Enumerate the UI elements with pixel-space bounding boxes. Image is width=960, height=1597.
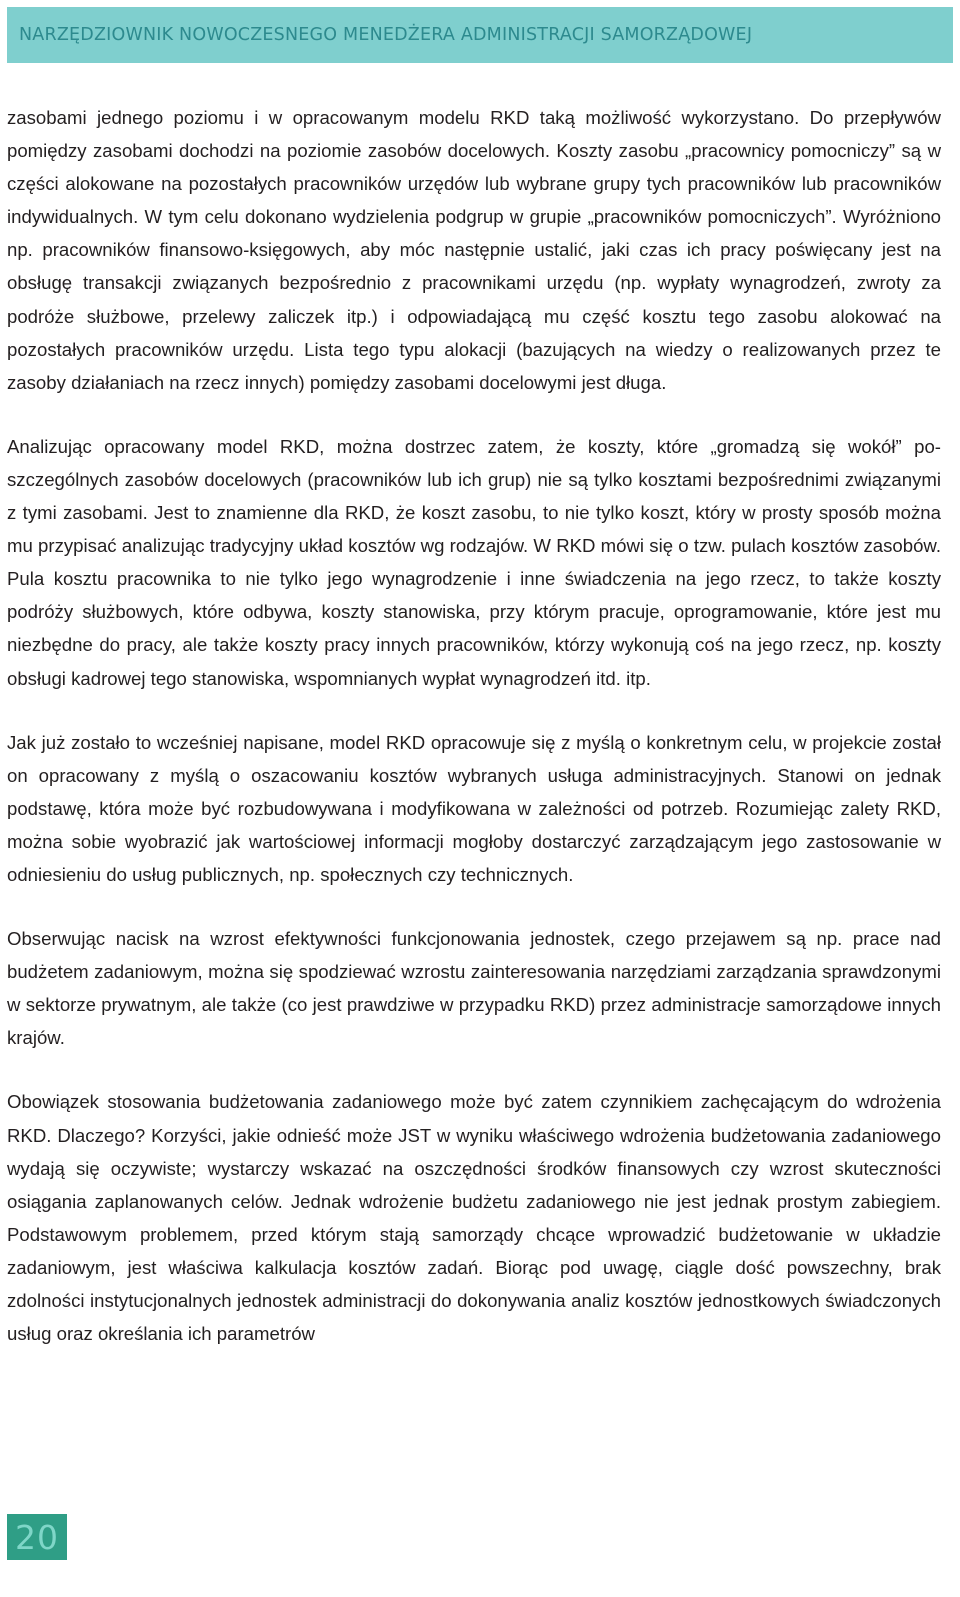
paragraph-2: Analizując opracowany model RKD, można dostrzec zatem, że koszty, które „gromadzą się wokół” poszczególnych zasobów docelowych (pracowników lub ich grup) nie są tylko kosztami bezpośrednimi związanymi z tymi zasobami. Jest to znamienne dla RKD, że koszt zasobu, to nie tylko koszt, który w prosty sposób można mu przypisać analizując tradycyjny układ kosztów wg rodzajów. W RKD mówi się o tzw. pulach kosztów zasobów. Pula kosztu pracownika to nie tylko jego wynagrodzenie i inne świadczenia na jego rzecz, to także koszty podróży służbowych, które odbywa, koszty stanowiska, przy którym pracuje, oprogramowanie, które jest mu niezbędne do pracy, ale także koszty pracy innych pracowników, którzy wykonują coś na jego rzecz, np. koszty obsługi kadrowej tego stanowiska, wspomnianych wypłat wynagrodzeń itd. itp. [7, 435, 941, 689]
page-number: 20 [7, 1514, 67, 1560]
paragraph-5: Obowiązek stosowania budżetowania zadaniowego może być zatem czynnikiem zachęcającym do wdrożenia RKD. Dlaczego? Korzyści, jakie odnieść może JST w wyniku właściwego wdrożenia budżetowania zadaniowego wydają się oczywiste; wystarczy wskazać na oszczędności środków finansowych czy wzrost skuteczności osiągania zaplanowanych celów. Jednak wdrożenie budżetu zadaniowego nie jest jednak prostym zabiegiem. Podstawowym problemem, przed którym stają samorządy chcące wprowadzić budżetowanie w układzie zadaniowym, jest właściwa kalkulacja kosztów zadań. Biorąc pod uwagę, ciągle dość powszechny, brak zdolności instytucjonalnych jednostek administracji do dokonywania analiz kosztów jednostkowych świadczonych usług oraz określania ich parametrów [7, 1091, 941, 1345]
running-header-title: NARZĘDZIOWNIK NOWOCZESNEGO MENEDŻERA ADMINISTRACJI SAMORZĄDOWEJ [19, 25, 753, 45]
running-header [7, 7, 953, 63]
paragraph-3: Jak już zostało to wcześniej napisane, model RKD opracowuje się z myślą o konkretnym celu, w projekcie został on opracowany z myślą o oszacowaniu kosztów wybranych usługa administracyjnych. Stanowi on jednak podstawę, która może być rozbudowywana i modyfikowana w zależności od potrzeb. Rozumiejąc zalety RKD, można sobie wyobrazić jak wartościowej informacji mogłoby dostarczyć zarządzającym jego zastosowanie w odniesieniu do usług publicznych, np. społecznych czy technicznych. [7, 731, 941, 885]
paragraph-1: zasobami jednego poziomu i w opracowanym modelu RKD taką możliwość wykorzystano. Do przepływów pomiędzy zasobami dochodzi na poziomie zasobów docelowych. Koszty zasobu „pracownicy pomocniczy” są w części alokowane na pozostałych pracowników urzędów lub wybrane grupy tych pracowników lub pracowników indywidualnych. W tym celu dokonano wydzielenia podgrup w grupie „pracowników pomocniczych”. Wyróżniono np. pracowników finansowo-księgowych, aby móc następnie ustalić, jaki czas ich pracy poświęcany jest na obsługę transakcji związanych bezpośrednio z pracownikami urzędu (np. wypłaty wynagrodzeń, zwroty za podróże służbowe, przelewy zaliczek itp.) i odpowiadającą mu część kosztu tego zasobu alokować na pozostałych pracowników urzędu. Lista tego typu alokacji (bazujących na wiedzy o realizowanych przez te zasoby działaniach na rzecz innych) pomiędzy zasobami docelowymi jest długa. [7, 107, 941, 393]
paragraph-4: Obserwując nacisk na wzrost efektywności funkcjonowania jednostek, czego przejawem są np. prace nad budżetem zadaniowym, można się spodziewać wzrostu zainteresowania narzędziami zarządzania sprawdzonymi w sektorze prywatnym, ale także (co jest prawdziwe w przypadku RKD) przez administracje samorządowe innych krajów. [7, 928, 941, 1049]
page-body [7, 101, 941, 1381]
